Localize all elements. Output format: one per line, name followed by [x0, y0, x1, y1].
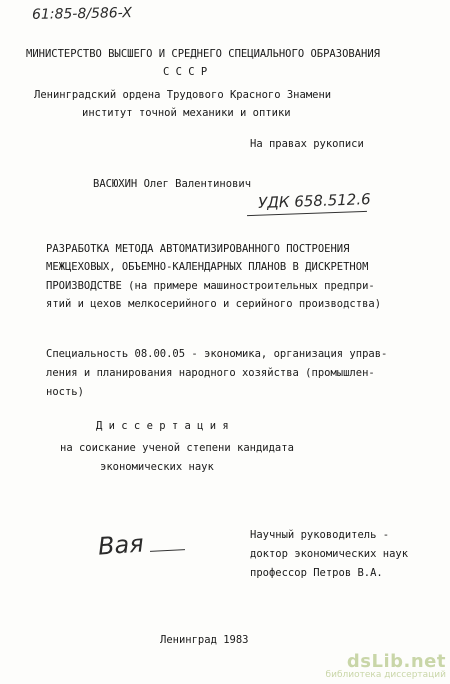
watermark-caption: библиотека диссертаций	[325, 670, 446, 680]
supervisor-line-1: Научный руководитель -	[250, 529, 390, 541]
dissertation-heading: Д и с с е р т а ц и я	[96, 420, 229, 432]
specialty-line-2: ления и планирования народного хозяйства (промышлен-	[46, 367, 375, 379]
supervisor-line-2: доктор экономических наук	[250, 548, 409, 560]
signature-text: Вая	[97, 529, 145, 561]
rights-notice: На правах рукописи	[250, 138, 364, 150]
signature	[97, 529, 144, 560]
place-and-year: Ленинград 1983	[160, 634, 249, 646]
institute-line-1: Ленинградский ордена Трудового Красного Знамени	[34, 89, 332, 101]
supervisor-line-3: профессор Петров В.А.	[250, 567, 383, 579]
institute-line-2: институт точной механики и оптики	[82, 107, 291, 119]
specialty-line-3: ность)	[46, 386, 84, 398]
ministry-line: МИНИСТЕРСТВО ВЫСШЕГО И СРЕДНЕГО СПЕЦИАЛЬНОГО ОБРАЗОВАНИЯ	[26, 48, 381, 60]
title-line-2: МЕЖЦЕХОВЫХ, ОБЪЕМНО-КАЛЕНДАРНЫХ ПЛАНОВ В ДИСКРЕТНОМ	[46, 261, 369, 273]
title-line-4: ятий и цехов мелкосерийного и серийного производства)	[46, 298, 382, 310]
watermark	[326, 651, 446, 680]
dissertation-line-2: экономических наук	[100, 461, 214, 473]
title-line-3: ПРОИЗВОДСТВЕ (на примере машиностроительных предпри-	[46, 280, 375, 292]
dissertation-line-1: на соискание ученой степени кандидата	[60, 442, 294, 454]
country-line: С С С Р	[163, 66, 208, 78]
author-name: ВАСЮХИН Олег Валентинович	[93, 178, 252, 190]
title-line-1: РАЗРАБОТКА МЕТОДА АВТОМАТИЗИРОВАННОГО ПОСТРОЕНИЯ	[46, 243, 350, 255]
specialty-line-1: Специальность 08.00.05 - экономика, организация управ-	[46, 348, 388, 360]
signature-stroke	[150, 549, 185, 552]
udk-code: УДК 658.512.6	[257, 190, 371, 212]
archive-code: 61:85-8/586-X	[31, 5, 133, 23]
watermark-logo: dsLib.net	[346, 651, 446, 672]
